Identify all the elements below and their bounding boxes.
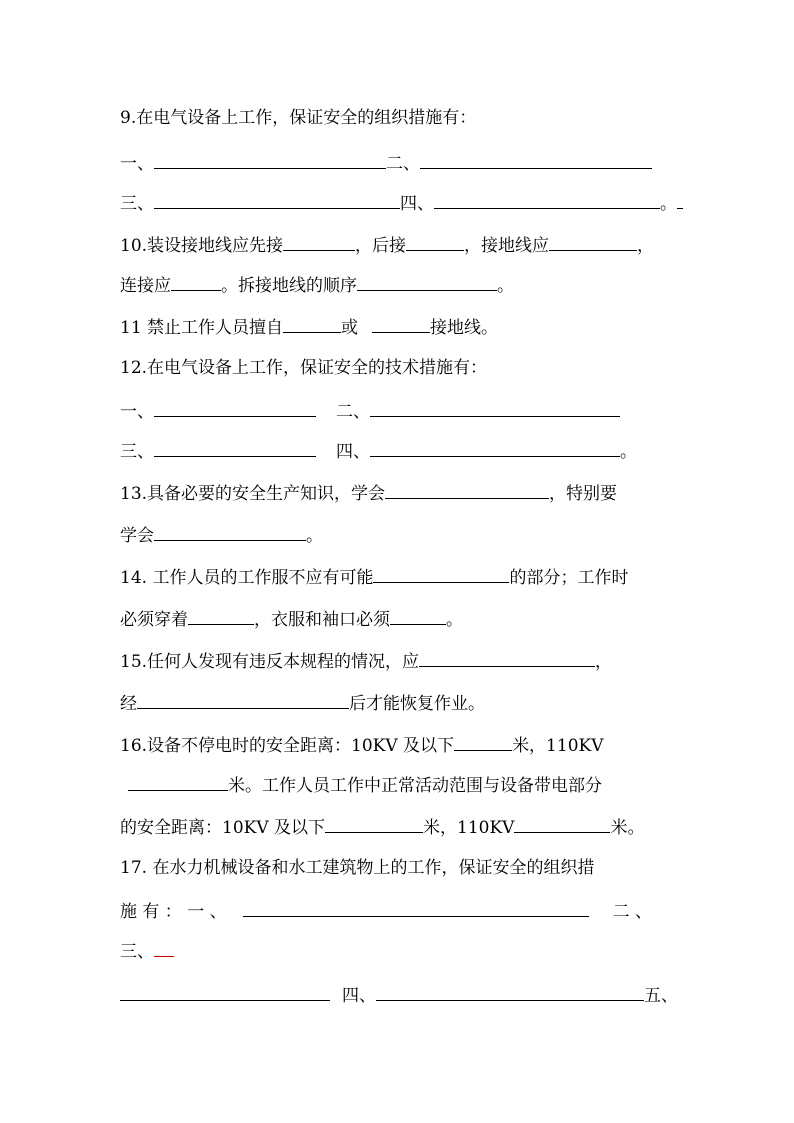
fill-blank[interactable]	[154, 150, 386, 169]
q9-row-2: 三、 四、 。	[120, 190, 683, 214]
question-13: 13.具备必要的安全生产知识，学会 ，特别要	[120, 480, 617, 504]
question-16: 16.设备不停电时的安全距离：10KV 及以下 米，110KV	[120, 732, 604, 756]
question-15: 15.任何人发现有违反本规程的情况，应 ，	[120, 648, 612, 672]
fill-blank-red[interactable]	[154, 938, 174, 957]
question-17-cont: 施 有 ： 一 、 二 、	[120, 898, 652, 922]
fill-blank[interactable]	[171, 272, 221, 291]
fill-blank[interactable]	[283, 232, 355, 251]
q9-row-1: 一、 二、	[120, 150, 652, 174]
fill-blank[interactable]	[549, 232, 637, 251]
fill-blank[interactable]	[128, 772, 228, 791]
fill-blank[interactable]	[188, 606, 254, 625]
fill-blank[interactable]	[385, 480, 549, 499]
fill-blank[interactable]	[325, 814, 423, 833]
question-13-cont: 学会 。	[120, 522, 323, 546]
fill-blank[interactable]	[370, 398, 620, 417]
fill-blank[interactable]	[372, 314, 430, 333]
question-9: 9.在电气设备上工作，保证安全的组织措施有：	[120, 108, 477, 128]
question-12: 12.在电气设备上工作，保证安全的技术措施有：	[120, 358, 488, 378]
fill-blank[interactable]	[677, 190, 683, 209]
question-14: 14. 工作人员的工作服不应有可能 的部分；工作时	[120, 564, 628, 588]
fill-blank[interactable]	[283, 314, 341, 333]
fill-blank[interactable]	[373, 564, 509, 583]
question-17-cont-2: 三、	[120, 938, 174, 962]
fill-blank[interactable]	[370, 438, 620, 457]
question-17: 17. 在水力机械设备和水工建筑物上的工作，保证安全的组织措	[120, 858, 595, 878]
fill-blank[interactable]	[434, 190, 660, 209]
question-17-cont-3: 四、 五、	[120, 982, 678, 1006]
fill-blank[interactable]	[454, 732, 512, 751]
fill-blank[interactable]	[390, 606, 446, 625]
fill-blank[interactable]	[154, 398, 316, 417]
question-15-cont: 经 后才能恢复作业。	[120, 690, 485, 714]
question-11: 11 禁止工作人员擅自 或 接地线。	[120, 314, 498, 338]
question-14-cont: 必须穿着 ，衣服和袖口必须 。	[120, 606, 463, 630]
fill-blank[interactable]	[406, 232, 464, 251]
fill-blank[interactable]	[243, 898, 589, 917]
fill-blank[interactable]	[137, 690, 349, 709]
q12-row-1: 一、 二、	[120, 398, 620, 422]
question-16-cont: 米。工作人员工作中正常活动范围与设备带电部分	[120, 772, 602, 796]
fill-blank[interactable]	[514, 814, 610, 833]
fill-blank[interactable]	[120, 982, 330, 1001]
fill-blank[interactable]	[154, 522, 306, 541]
question-10-cont: 连接应 。拆接地线的顺序 。	[120, 272, 514, 296]
question-16-cont-2: 的安全距离：10KV 及以下 米，110KV 米。	[120, 814, 644, 838]
q12-row-2: 三、 四、 。	[120, 438, 637, 462]
fill-blank[interactable]	[154, 190, 400, 209]
fill-blank[interactable]	[420, 150, 652, 169]
fill-blank[interactable]	[419, 648, 595, 667]
question-10: 10.装设接地线应先接 ，后接 ，接地线应 ，	[120, 232, 654, 256]
fill-blank[interactable]	[376, 982, 644, 1001]
fill-blank[interactable]	[154, 438, 316, 457]
fill-blank[interactable]	[357, 272, 497, 291]
